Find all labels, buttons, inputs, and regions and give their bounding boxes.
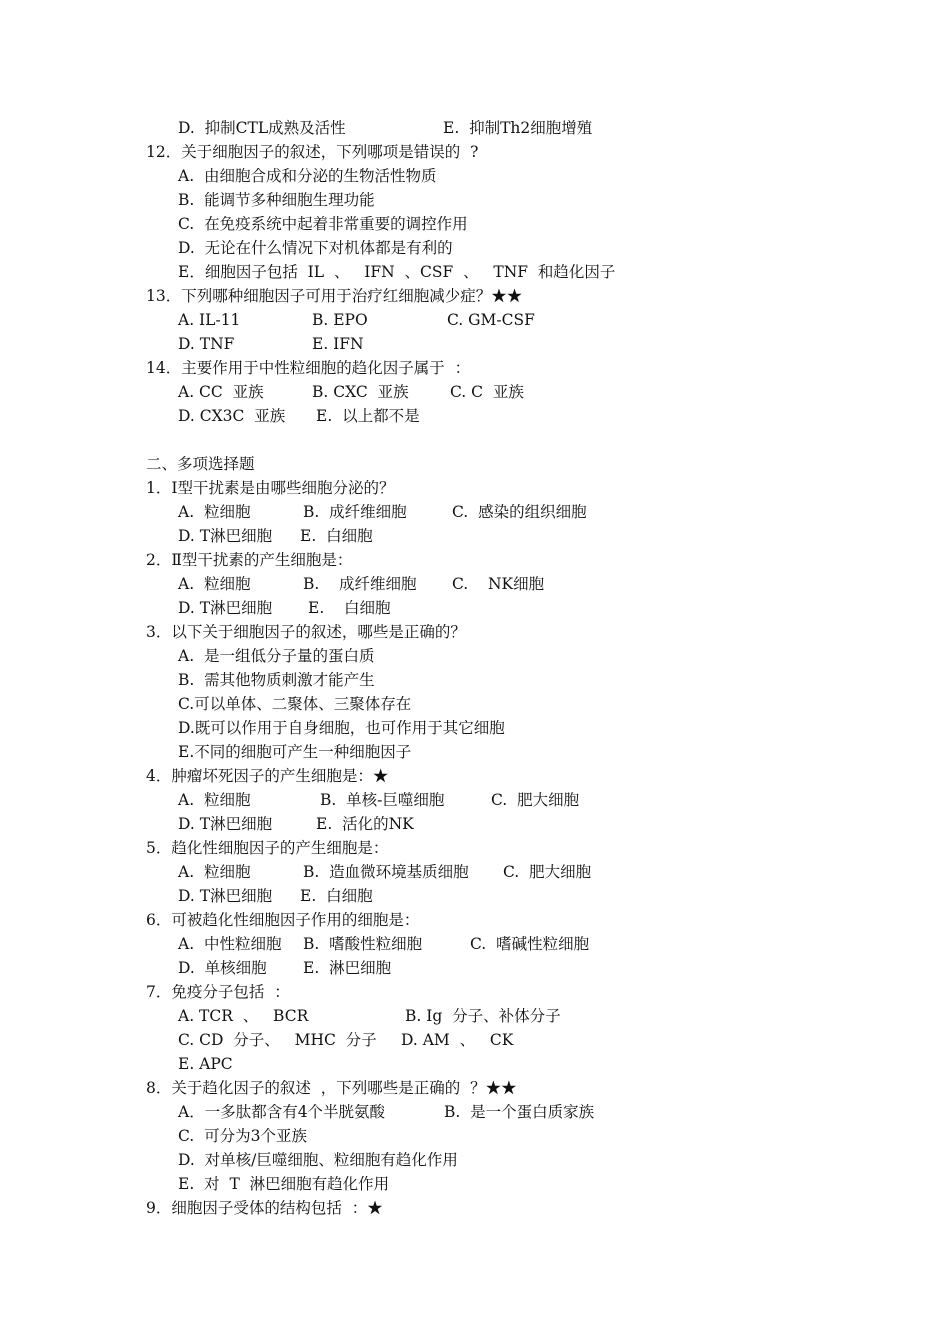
text-line: 12．关于细胞因子的叙述，下列哪项是错误的 ?: [146, 143, 479, 161]
text-line: D. 抑制CTL成熟及活性: [178, 119, 346, 137]
text-line: A. 粒细胞: [178, 791, 251, 809]
text-line: 6．可被趋化性细胞因子作用的细胞是：: [146, 911, 420, 929]
text-line: 5．趋化性细胞因子的产生细胞是：: [146, 839, 389, 857]
option-text: E. 活化的NK: [316, 815, 414, 833]
text-line: D. 无论在什么情况下对机体都是有利的: [178, 239, 453, 257]
text-line: 7．免疫分子包括 ：: [146, 983, 290, 1001]
option-text: D. AM 、 CK: [401, 1031, 514, 1049]
text-line: A. TCR 、 BCR: [178, 1007, 309, 1025]
option-text: C. 嗜碱性粒细胞: [470, 935, 590, 953]
option-text: B. 单核-巨噬细胞: [320, 791, 445, 809]
text-line: A. 由细胞合成和分泌的生物活性物质: [178, 167, 437, 185]
text-line: D. TNF: [178, 335, 235, 353]
option-text: E. 以上都不是: [316, 407, 420, 425]
option-text: E. 抑制Th2细胞增殖: [443, 119, 593, 137]
option-text: C. 肥大细胞: [491, 791, 580, 809]
option-text: B. EPO: [312, 311, 368, 329]
option-text: E. 白细胞: [300, 887, 373, 905]
option-text: C. NK细胞: [452, 575, 545, 593]
text-line: A. 中性粒细胞: [178, 935, 282, 953]
text-line: A. 粒细胞: [178, 575, 251, 593]
text-line: A. 是一组低分子量的蛋白质: [178, 647, 375, 665]
option-text: C. 感染的组织细胞: [452, 503, 587, 521]
text-line: C. 可分为3个亚族: [178, 1127, 307, 1145]
text-line: D. T淋巴细胞: [178, 887, 273, 905]
option-text: B. 是一个蛋白质家族: [444, 1103, 595, 1121]
text-line: E. 对 T 淋巴细胞有趋化作用: [178, 1175, 390, 1193]
option-text: C. 肥大细胞: [503, 863, 592, 881]
option-text: B. Ig 分子、补体分子: [405, 1007, 561, 1025]
text-line: D. 单核细胞: [178, 959, 267, 977]
option-text: B. 嗜酸性粒细胞: [303, 935, 423, 953]
text-line: 4．肿瘤坏死因子的产生细胞是：★: [146, 767, 389, 785]
text-line: A. CC 亚族: [178, 383, 264, 401]
text-line: B. 需其他物质刺激才能产生: [178, 671, 375, 689]
option-text: C. C 亚族: [450, 383, 524, 401]
text-line: E．细胞因子包括 IL 、 IFN 、CSF 、 TNF 和趋化因子: [178, 263, 616, 281]
text-line: 2．Ⅱ型干扰素的产生细胞是：: [146, 551, 353, 569]
text-line: A. 粒细胞: [178, 503, 251, 521]
option-text: B. 成纤维细胞: [303, 503, 407, 521]
text-line: A. 粒细胞: [178, 863, 251, 881]
text-line: 13．下列哪种细胞因子可用于治疗红细胞减少症？★★: [146, 287, 523, 305]
option-text: B. 成纤维细胞: [303, 575, 417, 593]
text-line: 9．细胞因子受体的结构包括 ：★: [146, 1199, 383, 1217]
text-line: D. 对单核/巨噬细胞、粒细胞有趋化作用: [178, 1151, 458, 1169]
text-line: D. T淋巴细胞: [178, 815, 273, 833]
text-line: 8．关于趋化因子的叙述 ，下列哪些是正确的 ？★★: [146, 1079, 517, 1097]
text-line: C. 在免疫系统中起着非常重要的调控作用: [178, 215, 468, 233]
text-line: A. IL-11: [178, 311, 241, 329]
text-line: C. CD 分子、 MHC 分子: [178, 1031, 377, 1049]
option-text: B. CXC 亚族: [312, 383, 409, 401]
option-text: E. 淋巴细胞: [303, 959, 392, 977]
option-text: E. IFN: [312, 335, 364, 353]
text-line: D. T淋巴细胞: [178, 599, 273, 617]
option-text: E. 白细胞: [300, 527, 373, 545]
text-line: 14．主要作用于中性粒细胞的趋化因子属于 ：: [146, 359, 471, 377]
text-line: D. T淋巴细胞: [178, 527, 273, 545]
text-line: 二、多项选择题: [146, 455, 255, 473]
option-text: B. 造血微环境基质细胞: [303, 863, 469, 881]
text-line: 1．I型干扰素是由哪些细胞分泌的？: [146, 479, 395, 497]
text-line: D.既可以作用于自身细胞，也可作用于其它细胞: [178, 719, 505, 737]
text-line: E. APC: [178, 1055, 233, 1073]
text-line: D. CX3C 亚族: [178, 407, 286, 425]
text-line: C.可以单体、二聚体、三聚体存在: [178, 695, 412, 713]
text-line: B. 能调节多种细胞生理功能: [178, 191, 375, 209]
text-line: E.不同的细胞可产生一种细胞因子: [178, 743, 412, 761]
option-text: E. 白细胞: [308, 599, 391, 617]
option-text: C. GM-CSF: [447, 311, 535, 329]
text-line: 3．以下关于细胞因子的叙述，哪些是正确的？: [146, 623, 466, 641]
text-line: A．一多肽都含有4个半胱氨酸: [178, 1103, 386, 1121]
